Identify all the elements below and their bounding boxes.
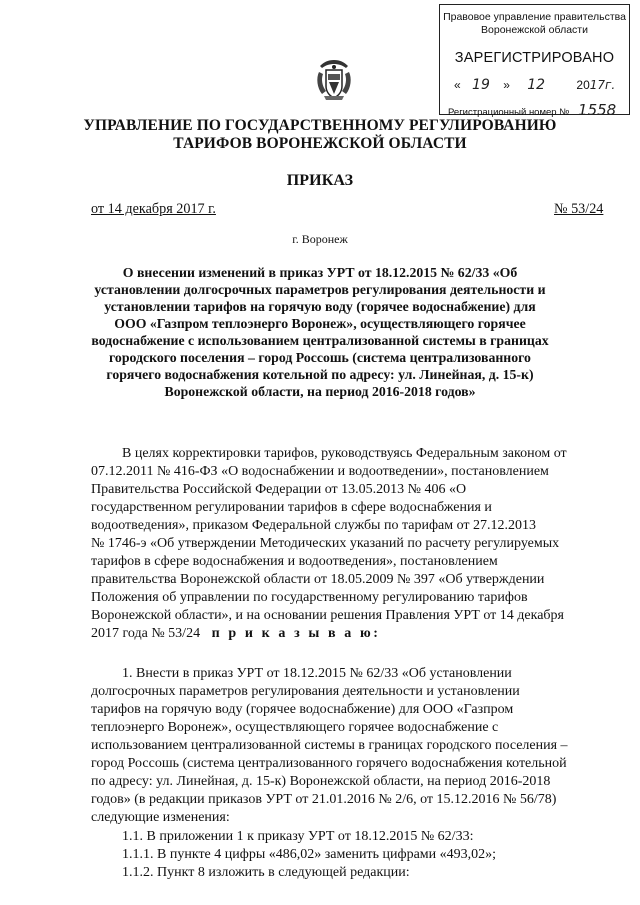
preamble-line: водоотведения», приказом Федеральной службы по тарифам от 27.12.2013 bbox=[91, 518, 537, 533]
stamp-date-day: 19 bbox=[472, 77, 490, 93]
order-word: п р и к а з ы в а ю: bbox=[211, 626, 381, 641]
preamble-line: правительства Воронежской области от 18.05.2009 № 397 «Об утверждении bbox=[91, 572, 545, 587]
stamp-authority bbox=[440, 11, 629, 37]
item-line: следующие изменения: bbox=[91, 810, 230, 825]
document-city: г. Воронеж bbox=[292, 232, 348, 246]
preamble-line: государственном регулировании тарифов в сфере водоснабжения и bbox=[91, 500, 492, 515]
preamble-line: Положения об управлении по государственному регулированию тарифов bbox=[91, 590, 528, 605]
stamp-date-year: 17г. bbox=[589, 78, 616, 92]
item-line: годов» (в редакции приказов УРТ от 21.01.2016 № 2/6, от 15.12.2016 № 56/78) bbox=[91, 792, 557, 807]
title-line: городского поселения – город Россошь (система централизованного bbox=[109, 350, 531, 365]
title-line: установлении долгосрочных параметров регулирования деятельности и bbox=[94, 282, 546, 297]
subitem-1-1-1: 1.1.1. В пункте 4 цифры «486,02» заменить цифрами «493,02»; bbox=[122, 847, 497, 862]
subitem-1-1: 1.1. В приложении 1 к приказу УРТ от 18.12.2015 № 62/33: bbox=[122, 829, 474, 844]
agency-name-line-1: УПРАВЛЕНИЕ ПО ГОСУДАРСТВЕННОМУ РЕГУЛИРОВАНИЮ bbox=[83, 117, 557, 134]
item-line: долгосрочных параметров регулирования деятельности и установлении bbox=[91, 684, 520, 699]
title-line: ООО «Газпром теплоэнерго Воронеж», осуществляющего горячее bbox=[114, 316, 526, 331]
title-line: водоснабжение с использованием централизованной системы в границах bbox=[91, 333, 549, 348]
preamble-line: 07.12.2011 № 416-ФЗ «О водоснабжении и водоотведении», постановлением bbox=[91, 464, 549, 479]
title-line: установлении тарифов на горячую воду (горячее водоснабжение) для bbox=[104, 299, 536, 314]
preamble-decision-ref: 2017 года № 53/24 bbox=[91, 626, 201, 641]
preamble-line: В целях корректировки тарифов, руководствуясь Федеральным законом от bbox=[122, 446, 567, 461]
item-line: город Россошь (система централизованного горячего водоснабжения котельной bbox=[91, 756, 567, 771]
document-date: от 14 декабря 2017 г. bbox=[91, 201, 216, 217]
item-line: тарифов на горячую воду (горячее водоснабжение) для ООО «Газпром bbox=[91, 702, 514, 717]
title-line: горячего водоснабжения котельной по адресу: ул. Линейная, д. 15-к) bbox=[106, 367, 534, 382]
stamp-line-2: Воронежской области bbox=[481, 24, 588, 36]
preamble-line: Воронежской области», и на основании решения Правления УРТ от 14 декабря bbox=[91, 608, 564, 623]
coat-of-arms-icon bbox=[316, 58, 352, 102]
item-line: 1. Внести в приказ УРТ от 18.12.2015 № 62/33 «Об установлении bbox=[122, 666, 512, 681]
item-line: по адресу: ул. Линейная, д. 15-к) Воронежской области, на период 2016-2018 bbox=[91, 774, 551, 789]
stamp-date-year-prefix: 20 bbox=[576, 78, 590, 92]
document-number: № 53/24 bbox=[554, 201, 604, 217]
stamp-reg-number-label: Регистрационный номер № bbox=[448, 107, 570, 118]
preamble-last-line bbox=[91, 626, 381, 642]
agency-name-line-2: ТАРИФОВ ВОРОНЕЖСКОЙ ОБЛАСТИ bbox=[173, 135, 467, 152]
registration-stamp bbox=[439, 4, 630, 119]
item-line: использованием централизованной системы в границах городского поселения – bbox=[91, 738, 568, 753]
preamble-line: № 1746-э «Об утверждении Методических указаний по расчету регулируемых bbox=[91, 536, 560, 551]
document-type: ПРИКАЗ bbox=[286, 172, 354, 189]
stamp-line-1: Правовое управление правительства bbox=[443, 11, 626, 23]
stamp-registered: ЗАРЕГИСТРИРОВАНО bbox=[454, 50, 615, 66]
preamble-line: тарифов в сфере водоснабжения и водоотведения», постановлением bbox=[91, 554, 498, 569]
title-line: О внесении изменений в приказ УРТ от 18.12.2015 № 62/33 «Об bbox=[122, 265, 518, 280]
stamp-date-month: 12 bbox=[527, 77, 546, 93]
item-line: теплоэнерго Воронеж», осуществляющего горячее водоснабжение с bbox=[91, 720, 499, 735]
preamble-line: Правительства Российской Федерации от 13.05.2013 № 406 «О bbox=[91, 482, 467, 497]
subitem-1-1-2: 1.1.2. Пункт 8 изложить в следующей редакции: bbox=[122, 865, 410, 880]
title-line: Воронежской области, на период 2016-2018 годов» bbox=[164, 384, 476, 399]
stamp-date: « 19 » 12 2017г. bbox=[454, 77, 616, 93]
stamp-reg-number-value: 1558 bbox=[578, 101, 617, 119]
